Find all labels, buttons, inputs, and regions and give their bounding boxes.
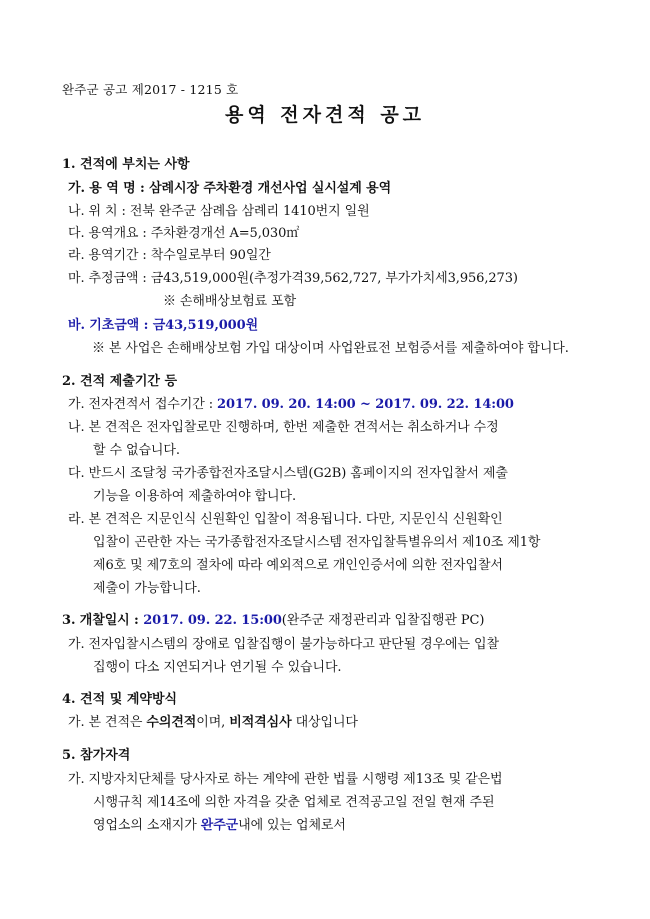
- s2-item-na-line2: 할 수 없습니다.: [93, 443, 180, 458]
- s4-review-type: 비적격심사: [229, 715, 292, 730]
- s1-item-na: 나. 위 치 : 전북 완주군 삼례읍 삼례리 1410번지 일원: [68, 204, 370, 219]
- s4-contract-type: 수의견적: [146, 715, 197, 730]
- s2-item-da-line2: 기능을 이용하여 제출하여야 합니다.: [93, 489, 296, 504]
- s3-opening-datetime: 2017. 09. 22. 15:00: [143, 613, 282, 628]
- section-1-heading: 1. 견적에 부치는 사항: [62, 157, 190, 172]
- s4-ga-pre: 가. 본 견적은: [68, 715, 147, 730]
- s1-item-ma: 마. 추정금액 : 금43,519,000원(추정가격39,562,727, 부가가치세3,956,273): [68, 271, 518, 286]
- s2-item-da-line1: 다. 반드시 조달청 국가종합전자조달시스템(G2B) 홈페이지의 전자입찰서 제출: [68, 466, 508, 481]
- s1-item-ra: 라. 용역기간 : 착수일로부터 90일간: [68, 248, 271, 263]
- s1-insurance-note: ※ 본 사업은 손해배상보험 가입 대상이며 사업완료전 보험증서를 제출하여야 합니다.: [92, 341, 569, 356]
- s5-ga3-post: 내에 있는 업체로서: [238, 818, 346, 833]
- s3-heading-rest: (완주군 재정관리과 입찰집행관 PC): [281, 613, 485, 628]
- s3-item-ga-line1: 가. 전자입찰시스템의 장애로 입찰집행이 불가능하다고 판단될 경우에는 입찰: [68, 637, 499, 652]
- s2-submission-period: 2017. 09. 20. 14:00 ~ 2017. 09. 22. 14:00: [217, 397, 514, 412]
- s2-item-ra-line1: 라. 본 견적은 지문인식 신원확인 입찰이 적용됩니다. 다만, 지문인식 신원확인: [68, 512, 503, 527]
- section-3-heading: [62, 609, 484, 628]
- s1-item-ba: [68, 314, 258, 333]
- s5-item-ga-line3: [93, 814, 346, 833]
- section-2-heading: 2. 견적 제출기간 등: [62, 374, 178, 389]
- s4-ga-mid: 이며,: [196, 715, 230, 730]
- s4-ga-post: 대상입니다: [291, 715, 358, 730]
- section-4-heading: 4. 견적 및 계약방식: [62, 692, 178, 707]
- s1-item-ma-note: ※ 손해배상보험료 포함: [163, 294, 297, 309]
- s3-item-ga-line2: 집행이 다소 지연되거나 연기될 수 있습니다.: [93, 660, 342, 675]
- s1-item-da: 다. 용역개요 : 주차환경개선 A=5,030㎡: [68, 226, 300, 241]
- s5-region: 완주군: [200, 818, 239, 833]
- s2-item-na-line1: 나. 본 견적은 전자입찰로만 진행하며, 한번 제출한 견적서는 취소하거나 수정: [68, 420, 499, 435]
- s2-item-ga-label: 가. 전자견적서 접수기간 :: [68, 397, 218, 412]
- s5-item-ga-line1: 가. 지방자치단체를 당사자로 하는 계약에 관한 법률 시행령 제13조 및 같은법: [68, 772, 503, 787]
- s5-item-ga-line2: 시행규칙 제14조에 의한 자격을 갖춘 업체로 견적공고일 전일 현재 주된: [93, 795, 495, 810]
- s1-item-ga: [68, 177, 391, 196]
- s1-item-ga-label: 가. 용 역 명 :: [68, 181, 150, 196]
- s3-heading-label: 3. 개찰일시 :: [62, 613, 144, 628]
- s2-item-ra-line2: 입찰이 곤란한 자는 국가종합전자조달시스템 전자입찰특별유의서 제10조 제1항: [93, 535, 541, 550]
- page-title: 용역 전자견적 공고: [224, 104, 426, 126]
- s1-item-ga-value: 삼례시장 주차환경 개선사업 실시설계 용역: [149, 181, 392, 196]
- s2-item-ra-line3: 제6호 및 제7호의 절차에 따라 예외적으로 개인인증서에 의한 전자입찰서: [93, 558, 503, 573]
- s5-ga3-pre: 영업소의 소재지가: [93, 818, 201, 833]
- s2-item-ra-line4: 제출이 가능합니다.: [93, 581, 201, 596]
- section-5-heading: 5. 참가자격: [62, 748, 131, 763]
- notice-number: 완주군 공고 제2017 - 1215 호: [62, 82, 239, 97]
- s1-item-ba-value: 금43,519,000원: [152, 318, 259, 333]
- s4-item-ga: [68, 711, 358, 730]
- s1-item-ba-label: 바. 기초금액 :: [68, 318, 153, 333]
- s2-item-ga: [68, 393, 514, 412]
